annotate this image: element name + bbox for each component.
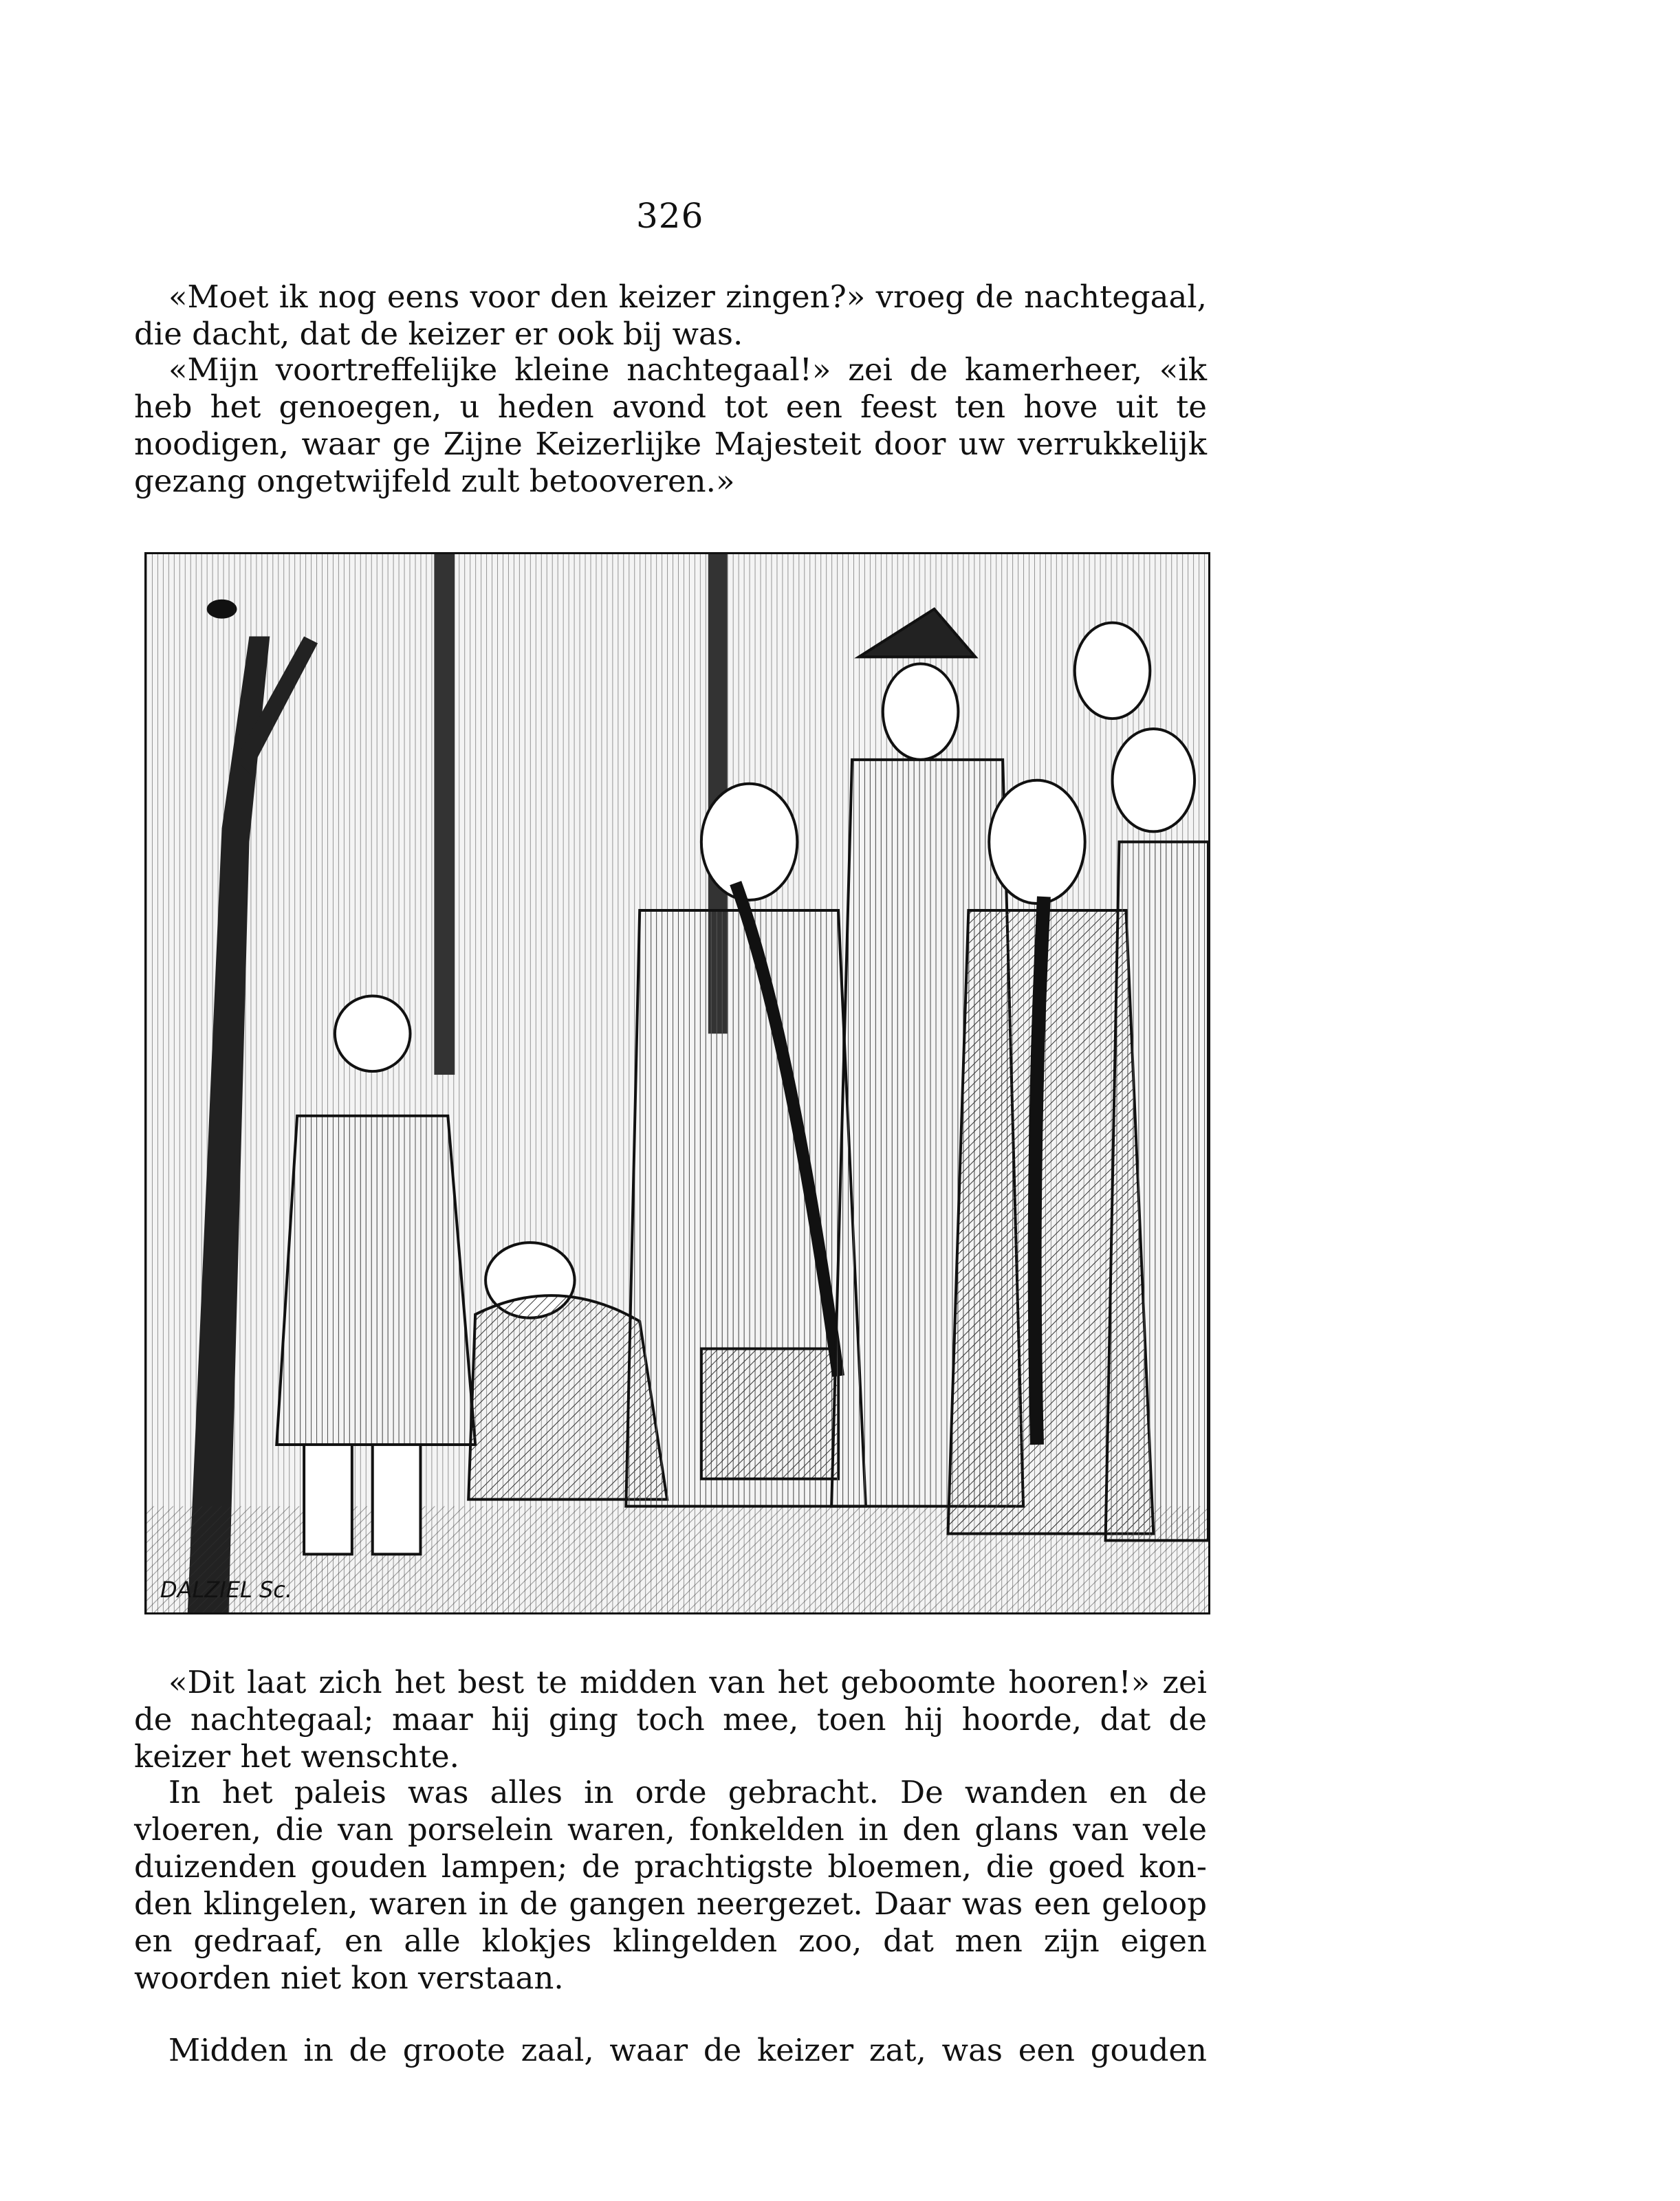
text-line: de nachtegaal; maar hij ging toch mee, toen hij hoorde, dat de — [134, 1701, 1207, 1738]
nightingale-bird — [207, 600, 237, 619]
engraving-illustration — [146, 554, 1208, 1612]
engraver-signature: DALZIEL Sc. — [160, 1577, 293, 1603]
text-line: den klingelen, waren in de gangen neergezet. Daar was een geloop — [134, 1885, 1207, 1922]
paragraph-5 — [134, 2032, 1207, 2069]
text-line: «Moet ik nog eens voor den keizer zingen?» vroeg de nachtegaal, — [168, 278, 1207, 315]
text-line: duizenden gouden lampen; de prachtigste bloemen, die goed kon- — [134, 1848, 1207, 1885]
text-line: en gedraaf, en alle klokjes klingelden zoo, dat men zijn eigen — [134, 1923, 1207, 1959]
paragraph-1 — [134, 278, 1207, 353]
text-line: keizer het wenschte. — [134, 1738, 459, 1775]
paragraph-3 — [134, 1664, 1207, 1775]
text-line: In het paleis was alles in orde gebracht. De wanden en de — [168, 1774, 1207, 1810]
tree-trunk — [434, 554, 455, 1075]
illustration-nightingale-courtiers — [144, 552, 1210, 1614]
paragraph-4 — [134, 1774, 1207, 1997]
text-line: gezang ongetwijfeld zult betooveren.» — [134, 463, 735, 499]
text-line: Midden in de groote zaal, waar de keizer zat, was een gouden — [168, 2032, 1207, 2068]
text-line: «Mijn voortreffelijke kleine nachtegaal!» zei de kamerheer, «ik — [168, 351, 1207, 388]
text-line: die dacht, dat de keizer er ook bij was. — [134, 316, 743, 352]
text-line: «Dit laat zich het best te midden van het geboomte hooren!» zei — [168, 1664, 1207, 1700]
text-line: woorden niet kon verstaan. — [134, 1960, 564, 1996]
page-number: 326 — [636, 196, 704, 236]
text-line: heb het genoegen, u heden avond tot een feest ten hove uit te — [134, 388, 1207, 425]
text-line: noodigen, waar ge Zijne Keizerlijke Majesteit door uw verrukkelijk — [134, 426, 1207, 462]
text-line: vloeren, die van porselein waren, fonkelden in den glans van vele — [134, 1811, 1207, 1848]
paragraph-2 — [134, 351, 1207, 500]
